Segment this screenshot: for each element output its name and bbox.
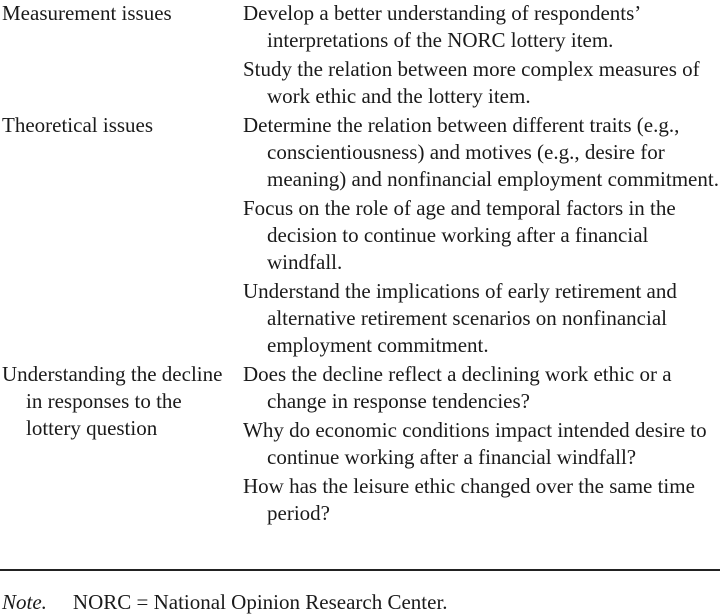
list-item: Understand the implications of early retirement and alternative retirement scenarios on nonfinancial employment commitment. <box>243 279 677 357</box>
list-item: Focus on the role of age and temporal factors in the decision to continue working after a financial windfall. <box>243 196 676 274</box>
list-item: Determine the relation between different traits (e.g., conscientiousness) and motives (e.g., desire for meaning) and nonfinancial employment commitment. <box>243 113 719 191</box>
table-row <box>0 361 720 527</box>
row-items <box>243 361 720 527</box>
note-text: NORC = National Opinion Research Center. <box>72 590 448 614</box>
table-row <box>0 112 720 359</box>
table-bottom-rule <box>0 569 720 571</box>
list-item: Why do economic conditions impact intended desire to continue working after a financial windfall? <box>243 418 707 469</box>
list-item: Study the relation between more complex measures of work ethic and the lottery item. <box>243 57 700 108</box>
list-item: Does the decline reflect a declining work ethic or a change in response tendencies? <box>243 362 672 413</box>
row-category-measurement: Measurement issues <box>2 1 172 25</box>
table-note <box>2 589 448 616</box>
list-item: Develop a better understanding of respondents’ interpretations of the NORC lottery item. <box>243 1 640 52</box>
row-items <box>243 0 720 110</box>
table-row <box>0 0 720 110</box>
row-category-decline: Understanding the decline in responses to the lottery question <box>2 362 223 440</box>
row-category-theoretical: Theoretical issues <box>2 113 154 137</box>
list-item: How has the leisure ethic changed over the same time period? <box>243 474 695 525</box>
note-label: Note. <box>2 590 47 614</box>
row-items <box>243 112 720 359</box>
